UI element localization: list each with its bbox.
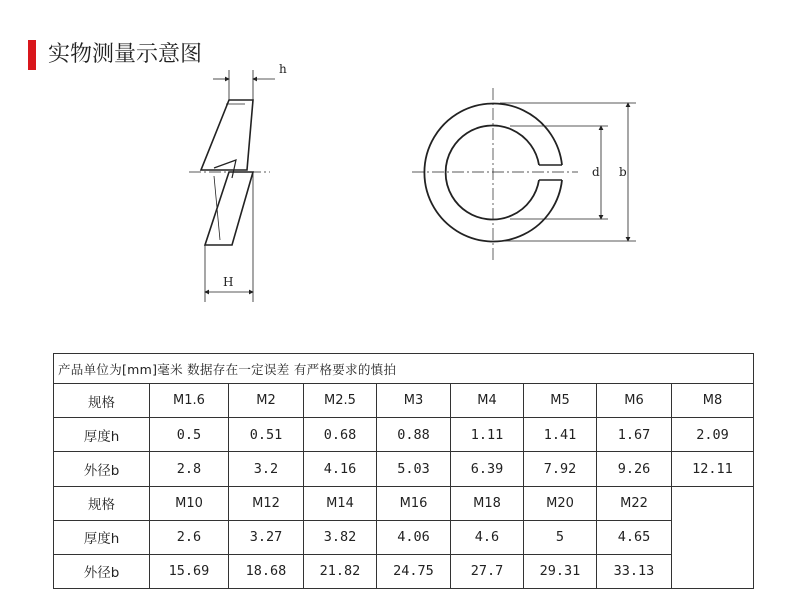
size-cell: M22 — [597, 486, 672, 520]
thickness-cell: 3.27 — [229, 520, 304, 554]
size-cell: M20 — [524, 486, 597, 520]
thickness-cell: 2.09 — [672, 418, 754, 452]
thickness-cell: 0.5 — [150, 418, 229, 452]
size-cell: M10 — [150, 486, 229, 520]
washer-front-view — [412, 88, 636, 262]
outer-cell: 12.11 — [672, 452, 754, 486]
outer-cell: 6.39 — [451, 452, 524, 486]
outer-cell: 9.26 — [597, 452, 672, 486]
size-cell: M3 — [377, 384, 451, 418]
outer-cell: 15.69 — [150, 554, 229, 588]
label-h: h — [279, 62, 287, 76]
table-note: 产品单位为[mm]毫米 数据存在一定误差 有严格要求的慎拍 — [54, 354, 754, 384]
size-cell: M16 — [377, 486, 451, 520]
size-cell: M2.5 — [304, 384, 377, 418]
thickness-cell: 3.82 — [304, 520, 377, 554]
thickness-cell: 4.06 — [377, 520, 451, 554]
thickness-cell: 0.68 — [304, 418, 377, 452]
thickness-cell: 1.67 — [597, 418, 672, 452]
table-row — [54, 452, 754, 486]
size-cell: M2 — [229, 384, 304, 418]
outer-cell: 4.16 — [304, 452, 377, 486]
thickness-cell: 1.41 — [524, 418, 597, 452]
outer-cell: 33.13 — [597, 554, 672, 588]
thickness-cell: 0.51 — [229, 418, 304, 452]
page-title: 实物测量示意图 — [48, 42, 203, 67]
size-cell: M8 — [672, 384, 754, 418]
label-d: d — [592, 165, 600, 179]
table-row — [54, 520, 754, 554]
thickness-cell: 5 — [524, 520, 597, 554]
row-label-thickness: 厚度h — [54, 418, 150, 452]
spec-table — [53, 353, 754, 589]
size-cell: M18 — [451, 486, 524, 520]
row-label-thickness: 厚度h — [54, 520, 150, 554]
table-note-row — [54, 354, 754, 384]
outer-cell: 5.03 — [377, 452, 451, 486]
size-cell: M12 — [229, 486, 304, 520]
outer-cell: 3.2 — [229, 452, 304, 486]
empty-cell — [672, 486, 754, 588]
thickness-cell: 1.11 — [451, 418, 524, 452]
outer-cell: 24.75 — [377, 554, 451, 588]
washer-inner-edge — [446, 126, 539, 220]
table-row — [54, 418, 754, 452]
row-label-outer: 外径b — [54, 452, 150, 486]
outer-cell: 18.68 — [229, 554, 304, 588]
outer-cell: 2.8 — [150, 452, 229, 486]
outer-cell: 27.7 — [451, 554, 524, 588]
row-label-spec: 规格 — [54, 486, 150, 520]
outer-cell: 29.31 — [524, 554, 597, 588]
washer-side-upper — [201, 100, 253, 170]
washer-side-lower — [205, 172, 253, 245]
outer-cell: 21.82 — [304, 554, 377, 588]
thickness-cell: 4.6 — [451, 520, 524, 554]
label-b: b — [619, 165, 627, 179]
size-cell: M14 — [304, 486, 377, 520]
thickness-cell: 4.65 — [597, 520, 672, 554]
table-row — [54, 554, 754, 588]
table-row — [54, 384, 754, 418]
outer-cell: 7.92 — [524, 452, 597, 486]
washer-side-view — [189, 70, 275, 302]
size-cell: M6 — [597, 384, 672, 418]
size-cell: M4 — [451, 384, 524, 418]
table-row — [54, 486, 754, 520]
size-cell: M1.6 — [150, 384, 229, 418]
thickness-cell: 0.88 — [377, 418, 451, 452]
thickness-cell: 2.6 — [150, 520, 229, 554]
row-label-outer: 外径b — [54, 554, 150, 588]
size-cell: M5 — [524, 384, 597, 418]
row-label-spec: 规格 — [54, 384, 150, 418]
label-H: H — [223, 275, 234, 289]
